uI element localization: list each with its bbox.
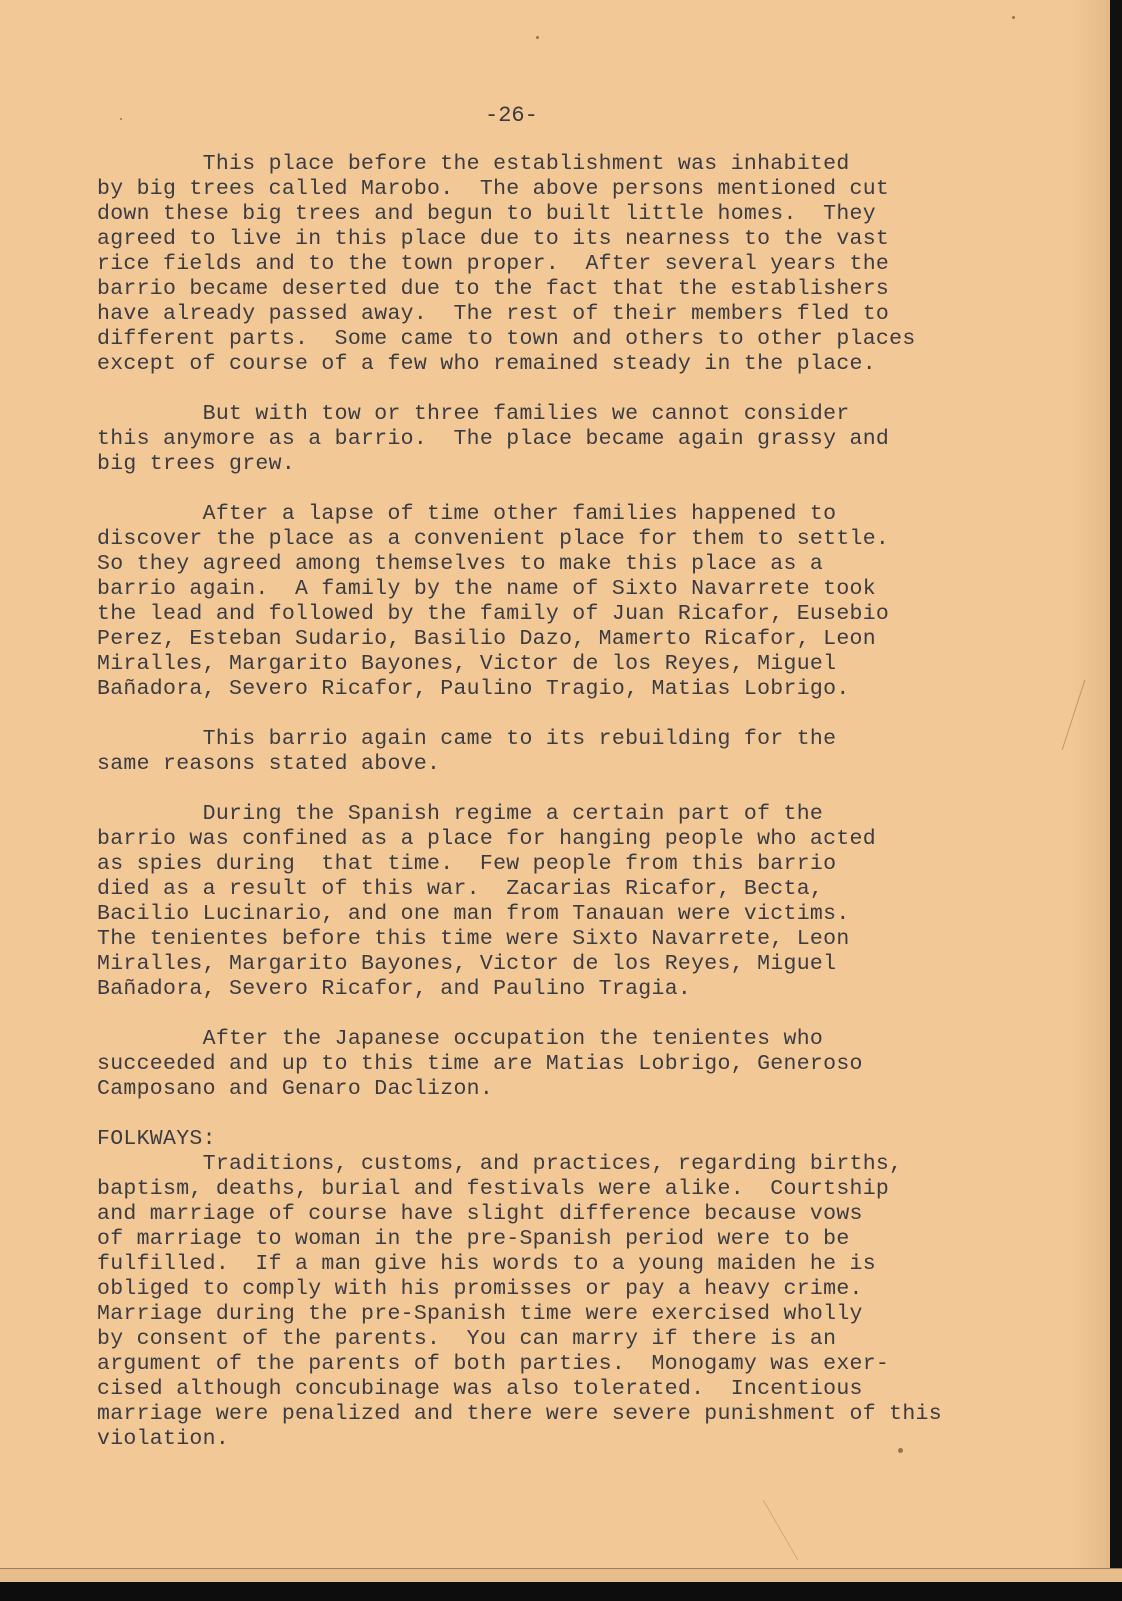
scan-background <box>0 1582 1122 1601</box>
text-line: Bañadora, Severo Ricafor, Paulino Tragio, Matias Lobrigo. <box>97 677 850 701</box>
paper-speck <box>1012 16 1015 19</box>
text-line: After a lapse of time other families happened to <box>97 502 837 526</box>
text-line: Traditions, customs, and practices, regarding births, <box>97 1152 903 1176</box>
text-line: have already passed away. The rest of their members fled to <box>97 302 890 326</box>
text-line: Camposano and Genaro Daclizon. <box>97 1077 494 1101</box>
text-line: different parts. Some came to town and others to other places <box>97 327 916 351</box>
text-line: Marriage during the pre-Spanish time were exercised wholly <box>97 1302 863 1326</box>
paper-speck <box>120 118 122 120</box>
text-line: Miralles, Margarito Bayones, Victor de los Reyes, Miguel <box>97 952 837 976</box>
text-line: So they agreed among themselves to make this place as a <box>97 552 824 576</box>
body-text <box>97 152 1097 1452</box>
paper-speck <box>536 36 539 39</box>
text-line: agreed to live in this place due to its nearness to the vast <box>97 227 890 251</box>
text-line: the lead and followed by the family of Juan Ricafor, Eusebio <box>97 602 890 626</box>
text-line: fulfilled. If a man give his words to a young maiden he is <box>97 1252 876 1276</box>
text-line: Bañadora, Severo Ricafor, and Paulino Tragia. <box>97 977 692 1001</box>
text-line: rice fields and to the town proper. After several years the <box>97 252 890 276</box>
text-line: cised although concubinage was also tolerated. Incentious <box>97 1377 863 1401</box>
paragraph-japanese-occupation <box>97 1027 1097 1102</box>
text-line: discover the place as a convenient place for them to settle. <box>97 527 890 551</box>
text-line: obliged to comply with his promisses or pay a heavy crime. <box>97 1277 863 1301</box>
text-line: Perez, Esteban Sudario, Basilio Dazo, Mamerto Ricafor, Leon <box>97 627 876 651</box>
text-line: marriage were penalized and there were severe punishment of this <box>97 1402 942 1426</box>
text-line: same reasons stated above. <box>97 752 441 776</box>
text-line: This barrio again came to its rebuilding for the <box>97 727 837 751</box>
text-line: During the Spanish regime a certain part of the <box>97 802 824 826</box>
text-line: and marriage of course have slight difference because vows <box>97 1202 863 1226</box>
text-line: barrio was confined as a place for hanging people who acted <box>97 827 876 851</box>
text-line: violation. <box>97 1427 230 1451</box>
text-line: as spies during that time. Few people from this barrio <box>97 852 837 876</box>
text-line: barrio became deserted due to the fact that the establishers <box>97 277 890 301</box>
text-line: died as a result of this war. Zacarias Ricafor, Becta, <box>97 877 824 901</box>
paragraph-spanish-regime <box>97 802 1097 1002</box>
text-line: baptism, deaths, burial and festivals were alike. Courtship <box>97 1177 890 1201</box>
text-line: succeeded and up to this time are Matias Lobrigo, Generoso <box>97 1052 863 1076</box>
text-line: But with tow or three families we cannot consider <box>97 402 850 426</box>
text-line: this anymore as a barrio. The place became again grassy and <box>97 427 890 451</box>
text-line: After the Japanese occupation the tenientes who <box>97 1027 824 1051</box>
text-line: The tenientes before this time were Sixto Navarrete, Leon <box>97 927 850 951</box>
paragraph-folkways <box>97 1152 1097 1452</box>
text-line: big trees grew. <box>97 452 296 476</box>
text-line: Miralles, Margarito Bayones, Victor de los Reyes, Miguel <box>97 652 837 676</box>
text-line: down these big trees and begun to built little homes. They <box>97 202 876 226</box>
paragraph-rebuilding <box>97 727 1097 777</box>
text-line: argument of the parents of both parties. Monogamy was exer- <box>97 1352 890 1376</box>
page-number: -26- <box>485 103 538 128</box>
paper-crease-bottom <box>703 1500 799 1560</box>
underlying-page-edge <box>0 1568 1122 1583</box>
paragraph-settlement <box>97 152 1097 377</box>
text-line: of marriage to woman in the pre-Spanish period were to be <box>97 1227 850 1251</box>
text-line: This place before the establishment was inhabited <box>97 152 850 176</box>
paragraph-few-families <box>97 402 1097 477</box>
text-line: by big trees called Marobo. The above persons mentioned cut <box>97 177 890 201</box>
folkways-heading: FOLKWAYS: <box>97 1127 216 1151</box>
paragraph-resettlement <box>97 502 1097 702</box>
text-line: except of course of a few who remained steady in the place. <box>97 352 876 376</box>
text-line: barrio again. A family by the name of Sixto Navarrete took <box>97 577 876 601</box>
text-line: Bacilio Lucinario, and one man from Tanauan were victims. <box>97 902 850 926</box>
text-line: by consent of the parents. You can marry if there is an <box>97 1327 837 1351</box>
